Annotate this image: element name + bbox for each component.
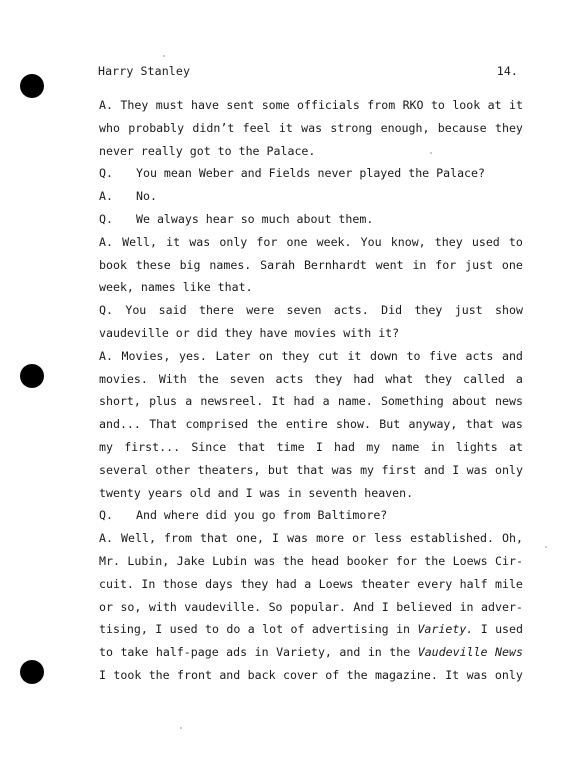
transcript-line (99, 459, 523, 482)
transcript-word: Vaudeville (417, 645, 488, 660)
transcript-line (99, 299, 523, 322)
transcript-word: and (219, 667, 241, 682)
transcript-word: take (120, 645, 149, 660)
transcript-word: used (471, 234, 500, 249)
transcript-word: one (501, 257, 523, 272)
transcript-word: the (256, 417, 278, 432)
transcript-word: strong (330, 120, 373, 135)
transcript-line (99, 527, 523, 550)
transcript-word: in (367, 645, 382, 660)
transcript-word: they (424, 371, 453, 386)
transcript-word: And (353, 599, 375, 614)
transcript-word: entire (285, 417, 328, 432)
transcript-word: It (445, 667, 460, 682)
transcript-word: I (272, 531, 280, 546)
transcript-text: week, names like that. (99, 280, 253, 295)
transcript-word: seven (286, 303, 322, 318)
transcript-word: Well, (122, 234, 158, 249)
transcript-word: they (434, 234, 463, 249)
transcript-word: names. (209, 257, 252, 272)
transcript-word: So (268, 599, 283, 614)
transcript-word: said (158, 303, 187, 318)
transcript-word: lights (455, 439, 498, 454)
transcript-word: theaters, (197, 462, 261, 477)
transcript-word: these (135, 257, 171, 272)
transcript-word: had (275, 576, 297, 591)
transcript-word: cut (317, 348, 339, 363)
transcript-word: just (465, 257, 494, 272)
transcript-word: acts (465, 348, 494, 363)
transcript-word: of (325, 667, 340, 682)
transcript-word: the (197, 371, 219, 386)
transcript-word: used (495, 622, 523, 637)
transcript-word: popular. (290, 599, 346, 614)
page-number: 14. (496, 64, 518, 78)
transcript-word: that (200, 531, 228, 546)
transcript-body (99, 94, 523, 687)
transcript-word: called (463, 371, 505, 386)
transcript-word: Loews (452, 553, 488, 568)
transcript-line (99, 482, 523, 505)
transcript-word: it (347, 348, 362, 363)
transcript-word: used (169, 622, 198, 637)
transcript-word: theater (360, 576, 410, 591)
transcript-word: the (346, 667, 368, 682)
transcript-word: my (99, 439, 113, 454)
transcript-word: to (406, 348, 421, 363)
transcript-word: With (158, 371, 187, 386)
transcript-word: They (120, 98, 149, 112)
transcript-word: big (179, 257, 201, 272)
speaker-label: A. (99, 98, 113, 112)
transcript-word: five (429, 348, 457, 363)
transcript-line (99, 276, 523, 299)
speaker-label: A. (99, 348, 113, 363)
transcript-word: Loews (318, 576, 354, 591)
transcript-word: But (379, 417, 401, 432)
transcript-word: they (414, 303, 443, 318)
transcript-word: half-page (155, 645, 219, 660)
transcript-word: show. (336, 417, 371, 432)
transcript-word: was (331, 462, 353, 477)
transcript-word: at (509, 439, 523, 454)
transcript-word: less (374, 531, 403, 546)
transcript-word: I (452, 462, 460, 477)
transcript-word: in (459, 599, 474, 614)
transcript-text: You mean Weber and Fields never played the Palace? (136, 166, 486, 181)
transcript-word: Jake (176, 553, 205, 568)
transcript-word: in (396, 622, 411, 637)
scan-speck (545, 546, 547, 548)
transcript-word: my (366, 439, 381, 454)
transcript-word: ads (226, 645, 248, 660)
transcript-word: first... (124, 439, 181, 454)
transcript-word: I (155, 622, 163, 637)
transcript-word: the (424, 553, 446, 568)
transcript-word: about (451, 394, 487, 409)
transcript-word: Sarah (260, 257, 296, 272)
transcript-word: from (367, 98, 396, 112)
transcript-word: only (219, 234, 248, 249)
transcript-word: news (495, 394, 523, 409)
transcript-line (99, 94, 523, 117)
transcript-word: time (276, 439, 305, 454)
transcript-word: yes. (178, 348, 207, 363)
transcript-line (99, 550, 523, 573)
transcript-text: never really got to the Palace. (99, 143, 316, 158)
transcript-word: for (435, 257, 457, 272)
transcript-word: a (515, 371, 523, 386)
transcript-word: Mr. (99, 553, 120, 568)
transcript-line (99, 390, 523, 413)
transcript-word: they (314, 371, 343, 386)
transcript-word: Lubin (212, 553, 247, 568)
transcript-word: was (466, 462, 488, 477)
binder-hole (20, 364, 44, 388)
transcript-word: went (375, 257, 404, 272)
transcript-word: acts. (333, 303, 369, 318)
transcript-word: front (177, 667, 212, 682)
transcript-word: and... (99, 417, 141, 432)
transcript-word: name (391, 439, 420, 454)
transcript-word: in (412, 257, 427, 272)
transcript-word: Variety. (417, 622, 474, 637)
transcript-word: they (281, 348, 310, 363)
transcript-word: sent (226, 98, 255, 112)
transcript-word: had (353, 371, 375, 386)
transcript-text: twenty years old and I was in seventh heaven. (99, 485, 414, 500)
transcript-word: one (286, 234, 308, 249)
transcript-word: those (162, 576, 198, 591)
transcript-word: Cir- (495, 553, 523, 568)
transcript-word: that (296, 462, 325, 477)
transcript-word: In (141, 576, 156, 591)
transcript-word: and (423, 462, 445, 477)
transcript-word: It (271, 394, 286, 409)
transcript-word: because (437, 120, 487, 135)
transcript-word: had (334, 439, 355, 454)
transcript-word: there (198, 303, 234, 318)
transcript-word: for (256, 234, 278, 249)
transcript-word: I (315, 439, 323, 454)
transcript-word: Movies, (121, 348, 171, 363)
transcript-word: book (99, 257, 127, 272)
transcript-word: You (360, 234, 382, 249)
transcript-word: in (254, 645, 269, 660)
transcript-word: mile (494, 576, 523, 591)
transcript-line (99, 504, 523, 527)
speaker-label: A. (99, 234, 113, 249)
transcript-word: to (430, 98, 445, 112)
transcript-line (99, 413, 523, 436)
transcript-word: the (282, 553, 304, 568)
speaker-label: Q. (99, 303, 113, 318)
transcript-word: seven (229, 371, 265, 386)
transcript-word: the (148, 667, 170, 682)
transcript-word: were (246, 303, 275, 318)
transcript-word: was (466, 667, 488, 682)
speaker-label: A. (99, 189, 113, 204)
transcript-word: at (487, 98, 502, 112)
transcript-word: my (360, 462, 375, 477)
transcript-word: the (389, 645, 411, 660)
transcript-word: Since (191, 439, 227, 454)
transcript-word: one, (236, 531, 264, 546)
transcript-word: they (494, 120, 523, 135)
scan-speck (180, 727, 182, 729)
transcript-text: And where did you go from Baltimore? (136, 508, 388, 523)
transcript-word: it (278, 120, 293, 135)
transcript-word: took (113, 667, 142, 682)
transcript-word: cuit. (99, 576, 134, 591)
transcript-word: I (99, 667, 106, 682)
transcript-word: for (395, 553, 417, 568)
transcript-word: was (301, 120, 323, 135)
transcript-word: and (501, 348, 523, 363)
transcript-line (99, 573, 523, 596)
transcript-word: a (247, 622, 255, 637)
transcript-word: movies. (99, 371, 148, 386)
transcript-word: was (501, 417, 523, 432)
transcript-word: RKO (402, 98, 424, 112)
transcript-word: booker (346, 553, 389, 568)
transcript-word: week. (316, 234, 352, 249)
transcript-word: That (149, 417, 178, 432)
transcript-word: with (148, 599, 177, 614)
transcript-word: anyway, (408, 417, 458, 432)
transcript-line (99, 368, 523, 391)
transcript-word: but (267, 462, 289, 477)
speaker-label: A. (99, 531, 113, 546)
transcript-word: other (155, 462, 191, 477)
transcript-line (99, 618, 523, 641)
binder-hole (20, 74, 44, 98)
transcript-word: lot (262, 622, 284, 637)
transcript-word: a (322, 394, 330, 409)
transcript-word: adver- (481, 599, 523, 614)
binder-hole (20, 660, 44, 684)
transcript-word: what (385, 371, 414, 386)
transcript-word: days (205, 576, 234, 591)
transcript-word: cover (282, 667, 318, 682)
transcript-word: was (189, 234, 211, 249)
transcript-word: I (381, 599, 389, 614)
transcript-word: look (452, 98, 481, 112)
transcript-word: just (454, 303, 483, 318)
transcript-word: Variety, (276, 645, 332, 660)
transcript-word: they (240, 576, 269, 591)
transcript-line (99, 254, 523, 277)
transcript-word: only (494, 667, 523, 682)
transcript-word: to (508, 234, 523, 249)
transcript-word: show (495, 303, 523, 318)
transcript-word: down (369, 348, 398, 363)
transcript-word: or (99, 599, 113, 614)
transcript-word: have (191, 98, 219, 112)
transcript-line (99, 162, 523, 185)
interviewee-name: Harry Stanley (98, 64, 191, 78)
transcript-word: it (509, 98, 523, 112)
transcript-word: acts (275, 371, 304, 386)
transcript-word: vaudeville. (184, 599, 262, 614)
transcript-line (99, 436, 523, 459)
transcript-text: We always hear so much about them. (136, 211, 374, 226)
transcript-word: Bernhardt (303, 257, 367, 272)
transcript-word: Later (215, 348, 251, 363)
transcript-text: No. (136, 189, 157, 204)
transcript-word: every (417, 576, 453, 591)
transcript-word: some (261, 98, 290, 112)
transcript-word: officials (297, 98, 360, 112)
transcript-word: do (226, 622, 241, 637)
transcript-word: first (381, 462, 417, 477)
transcript-word: so, (120, 599, 142, 614)
speaker-label: Q. (99, 508, 113, 523)
transcript-word: or (352, 531, 367, 546)
speaker-label: Q. (99, 166, 113, 181)
transcript-word: tising, (99, 622, 148, 637)
transcript-word: was (254, 553, 276, 568)
transcript-word: advertising (311, 622, 389, 637)
transcript-word: Well, (121, 531, 156, 546)
transcript-word: several (99, 462, 148, 477)
transcript-word: of (290, 622, 305, 637)
transcript-word: You (125, 303, 147, 318)
transcript-word: had (293, 394, 315, 409)
transcript-word: believed (396, 599, 453, 614)
transcript-word: half (459, 576, 488, 591)
transcript-word: probably (128, 120, 185, 135)
transcript-word: in (430, 439, 445, 454)
transcript-word: on (258, 348, 273, 363)
transcript-line (99, 345, 523, 368)
transcript-word: head (311, 553, 340, 568)
transcript-word: established. (410, 531, 494, 546)
transcript-word: enough, (380, 120, 430, 135)
transcript-word: I (480, 622, 488, 637)
transcript-word: that (237, 439, 266, 454)
transcript-word: know, (390, 234, 426, 249)
transcript-word: Did (381, 303, 403, 318)
transcript-word: and (339, 645, 361, 660)
transcript-word: a (304, 576, 312, 591)
transcript-line (99, 664, 523, 687)
transcript-word: from (164, 531, 192, 546)
transcript-word: a (185, 394, 193, 409)
transcript-word: name. (337, 394, 373, 409)
transcript-word: feel (242, 120, 271, 135)
transcript-word: comprised (185, 417, 249, 432)
transcript-line (99, 117, 523, 140)
transcript-word: only (495, 462, 523, 477)
transcript-word: plus (149, 394, 177, 409)
transcript-word: short, (99, 394, 141, 409)
transcript-word: more (316, 531, 345, 546)
transcript-word: to (99, 645, 113, 660)
transcript-line (99, 231, 523, 254)
transcript-line (99, 185, 523, 208)
speaker-label: Q. (99, 211, 113, 226)
transcript-word: didn’t (192, 120, 235, 135)
transcript-line (99, 322, 523, 345)
transcript-text: vaudeville or did they have movies with it? (99, 325, 400, 340)
transcript-word: back (247, 667, 276, 682)
transcript-word: that (465, 417, 494, 432)
transcript-word: to (205, 622, 219, 637)
transcript-word: Lubin, (127, 553, 170, 568)
transcript-line (99, 641, 523, 664)
transcript-line (99, 596, 523, 619)
transcript-word: newsreel. (200, 394, 264, 409)
transcript-word: who (99, 120, 120, 135)
transcript-word: Oh, (502, 531, 523, 546)
scan-speck (163, 55, 165, 57)
transcript-word: News (495, 645, 523, 660)
transcript-word: was (287, 531, 309, 546)
transcript-line (99, 208, 523, 231)
transcript-word: must (155, 98, 184, 112)
transcript-word: Something (380, 394, 444, 409)
transcript-line (99, 140, 523, 163)
transcript-word: it (166, 234, 181, 249)
transcript-word: magazine. (374, 667, 438, 682)
